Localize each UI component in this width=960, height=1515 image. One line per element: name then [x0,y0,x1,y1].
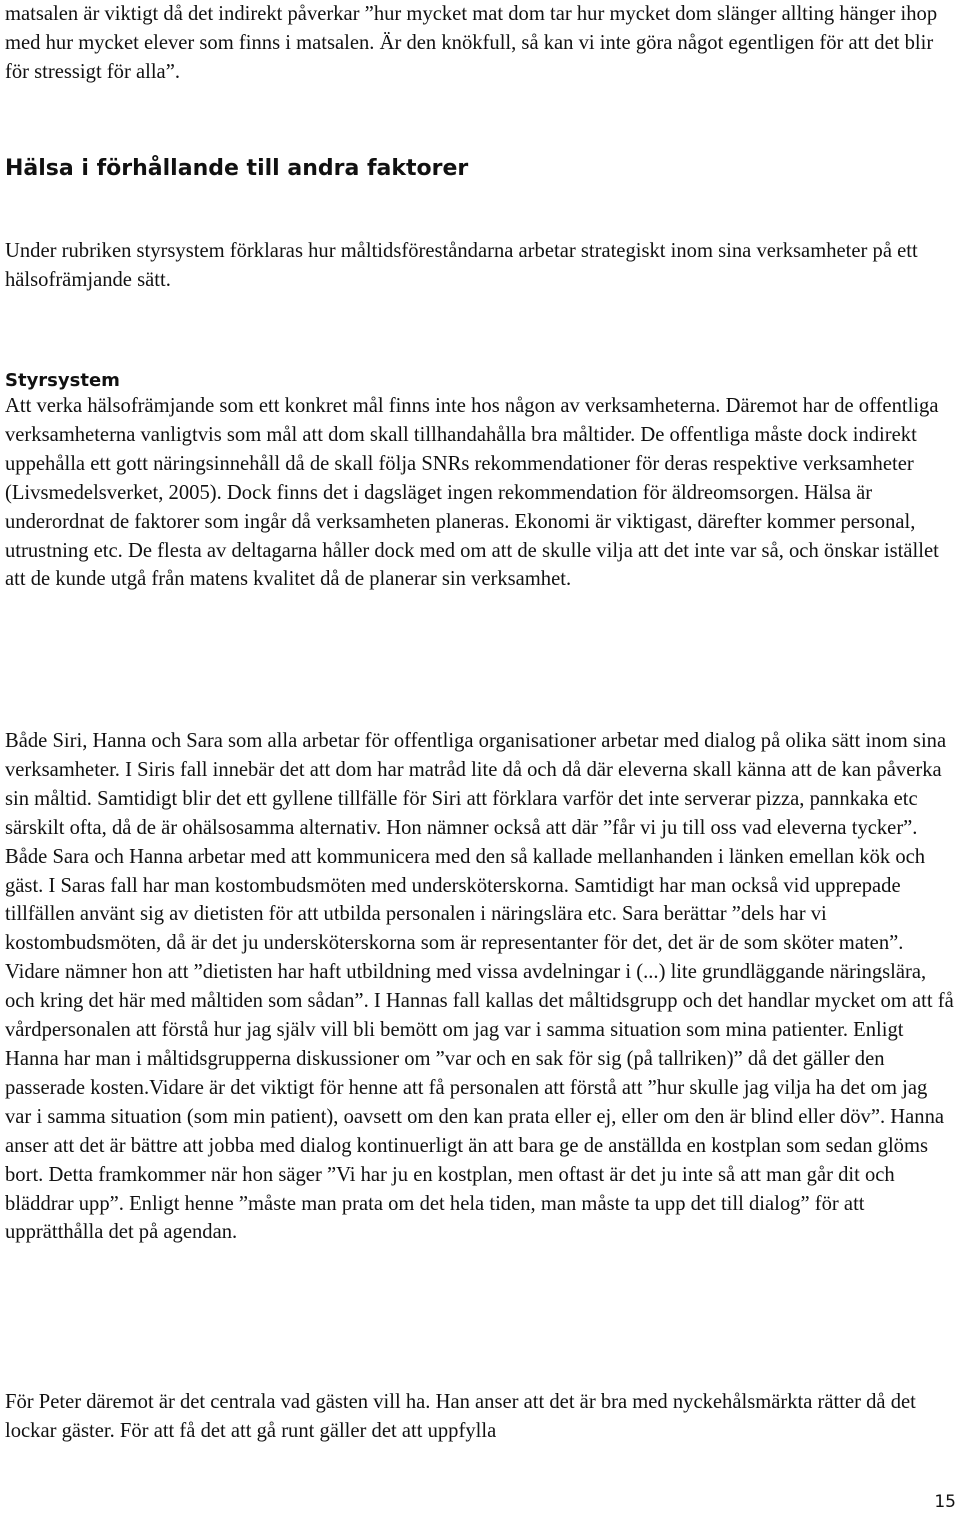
opening-paragraph: matsalen är viktigt då det indirekt påverkar ”hur mycket mat dom tar hur mycket dom slänger allting hänger ihop med hur mycket elever som finns i matsalen. Är den knökfull, så kan vi inte göra något egentligen för att det blir för stressigt för alla”. [5,3,938,83]
section-heading: Hälsa i förhållande till andra faktorer [5,156,469,181]
dialog-paragraph: Både Siri, Hanna och Sara som alla arbetar för offentliga organisationer arbetar med dialog på olika sätt inom sina verksamheter. I Siris fall innebär det att dom har matråd lite då och då där eleverna skall känna att de kan påverka sin måltid. Samtidigt blir det ett gyllene tillfälle för Siri att förklara varför det inte serverar pizza, pannkaka etc särskilt ofta, då de är ohälsosamma alternativ. Hon nämner också att där ”får vi ju till oss vad eleverna tycker”. Både Sara och Hanna arbetar med att kommunicera med den så kallade mellanhanden i länken emellan kök och gäst. I Saras fall har man kostombudsmöten med undersköterskorna. Samtidigt har man också vid upprepade tillfällen använt sig av dietisten för att utbilda personalen i näringslära etc. Sara berättar ”dels har vi kostombudsmöten, då är det ju undersköterskorna som är representanter för det, det är de som sköter maten”. Vidare nämner hon att ”dietisten har haft utbildning med vissa avdelningar i (...) lite grundläggande näringslära, och kring det här med måltiden som sådan”. I Hannas fall kallas det måltidsgrupp och det handlar mycket om att få vårdpersonalen att förstå hur jag själv vill bli bemött om jag var i samma situation som mina patienter. Enligt Hanna har man i måltidsgrupperna diskussioner om ”var och en sak för sig (på tallriken)” då det gäller den passerade kosten.Vidare är det viktigt för henne att få personalen att förstå att ”hur skulle jag vilja ha det om jag var i samma situation (som min patient), oavsett om den kan prata eller ej, eller om den är blind eller döv”. Hanna anser att det är bättre att jobba med dialog kontinuerligt än att bara ge de anställda en kostplan som sedan glöms bort. Detta framkommer när hon säger ”Vi har ju en kostplan, men oftast är det ju inte så att man går dit och bläddrar upp”. Enligt henne ”måste man prata om det hela tiden, man måste ta upp det till dialog” för att upprätthålla det på agendan. [5,730,954,1244]
document-page [5,0,957,1515]
section-intro-paragraph: Under rubriken styrsystem förklaras hur måltidsföreståndarna arbetar strategiskt inom sina verksamheter på ett hälsofrämjande sätt. [5,240,918,291]
subsection-heading: Styrsystem [5,370,120,391]
styrsystem-paragraph: Att verka hälsofrämjande som ett konkret mål finns inte hos någon av verksamheterna. Däremot har de offentliga verksamheterna vanligtvis som mål att dom skall tillhandahålla bra måltider. De offentliga måste dock indirekt uppehålla ett gott näringsinnehåll då de skall följa SNRs rekommendationer för deras respektive verksamheter (Livsmedelsverket, 2005). Dock finns det i dagsläget ingen rekommendation för äldreomsorgen. Hälsa är underordnat de faktorer som ingår då verksamheten planeras. Ekonomi är viktigast, därefter kommer personal, utrustning etc. De flesta av deltagarna håller dock med om att de skulle vilja att det inte var så, och önskar istället att de kunde utgå från matens kvalitet då de planerar sin verksamhet. [5,395,939,591]
peter-paragraph: För Peter däremot är det centrala vad gästen vill ha. Han anser att det är bra med nyckehålsmärkta rätter då det lockar gäster. För att få det att gå runt gäller det att uppfylla [5,1391,916,1442]
page-number: 15 [934,1492,956,1512]
